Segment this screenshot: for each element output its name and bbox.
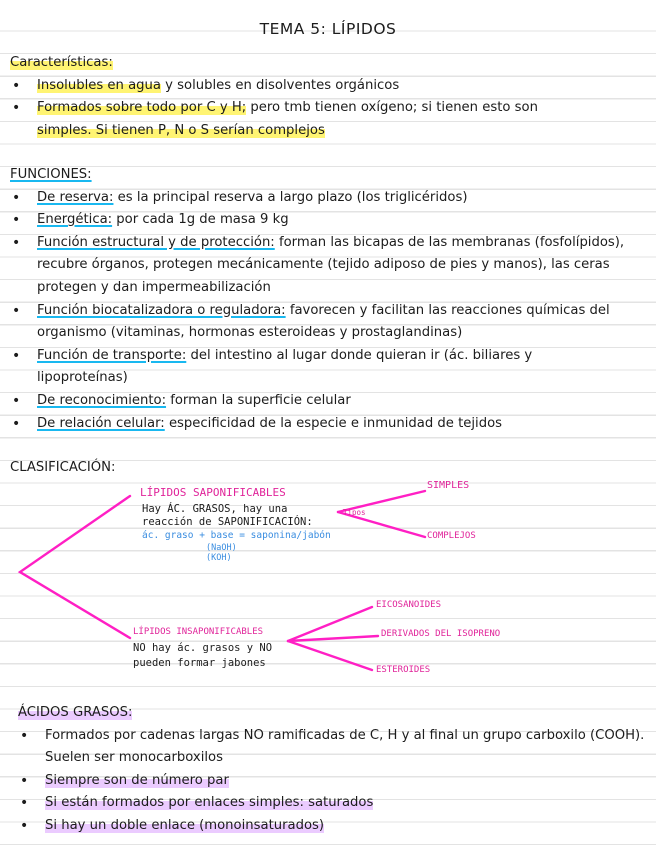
- heading-funciones: FUNCIONES:: [10, 167, 92, 182]
- list-item: • Energética: por cada 1g de masa 9 kg: [10, 209, 627, 232]
- list-item: • Formados sobre todo por C y H; pero tmb tienen oxígeno; si tienen esto son simples. Si tienen P, N o S serían complejos: [10, 97, 627, 142]
- list-item: • Función estructural y de protección: forman las bicapas de las membranas (fosfolípidos), recubre órganos, protegen mecánicamente (tejido adiposo de pies y manos), las ceras protegen y dan impermeabilización: [10, 232, 627, 300]
- branch-main: [20, 496, 130, 638]
- label-eicosanoides: EICOSANOIDES: [376, 600, 442, 610]
- list-item: • De relación celular: especificidad de la especie e inmunidad de tejidos: [10, 413, 627, 436]
- text-sap-formula: ác. graso + base = saponina/jabón: [142, 530, 331, 541]
- list-item: • Función biocatalizadora o reguladora: favorecen y facilitan las reacciones químicas del organismo (vitaminas, hormonas esteroideas y prostaglandinas): [10, 300, 627, 345]
- heading-clasificacion: CLASIFICACIÓN:: [10, 460, 116, 475]
- label-complejos: COMPLEJOS: [427, 531, 476, 541]
- list-item: • Formados por cadenas largas NO ramificadas de C, H y al final un grupo carboxilo (COOH). Suelen ser monocarboxilos: [18, 725, 645, 770]
- branch-esteroides: [288, 641, 372, 670]
- list-item: • Siempre son de número par: [18, 770, 635, 793]
- list-item: • Si hay un doble enlace (monoinsaturados): [18, 815, 635, 838]
- list-item: • De reserva: es la principal reserva a largo plazo (los triglicéridos): [10, 187, 627, 210]
- label-lipidos-insaponificables: LÍPIDOS INSAPONIFICABLES: [133, 627, 264, 637]
- label-derivados-isopreno: DERIVADOS DEL ISOPRENO: [381, 629, 501, 639]
- text-sap-line2: reacción de SAPONIFICACIÓN:: [142, 516, 313, 528]
- list-item: • Si están formados por enlaces simples: saturados: [18, 792, 635, 815]
- label-lipidos-saponificables: LÍPIDOS SAPONIFICABLES: [140, 486, 286, 499]
- text-sap-base2: (KOH): [206, 553, 232, 563]
- text-insap-line1: NO hay ác. grasos y NO: [133, 642, 273, 654]
- page-title: TEMA 5: LÍPIDOS: [259, 20, 397, 38]
- label-tipos: Tipos: [343, 508, 366, 517]
- list-item: • Función de transporte: del intestino al lugar donde quieran ir (ác. biliares y lipoproteínas): [10, 345, 627, 390]
- text-sap-line1: Hay ÁC. GRASOS, hay una: [142, 503, 288, 515]
- section-acidos-grasos: [18, 702, 645, 838]
- label-esteroides: ESTEROIDES: [376, 665, 431, 675]
- list-item: • De reconocimiento: forman la superficie celular: [10, 390, 627, 413]
- heading-acidos-grasos: ÁCIDOS GRASOS:: [18, 705, 133, 720]
- text-insap-line2: pueden formar jabones: [133, 657, 266, 669]
- label-simples: SIMPLES: [427, 480, 470, 491]
- heading-caracteristicas: Características:: [10, 55, 113, 70]
- list-item: • Insolubles en agua y solubles en disolventes orgánicos: [10, 75, 627, 98]
- text-sap-base1: (NaOH): [206, 543, 237, 553]
